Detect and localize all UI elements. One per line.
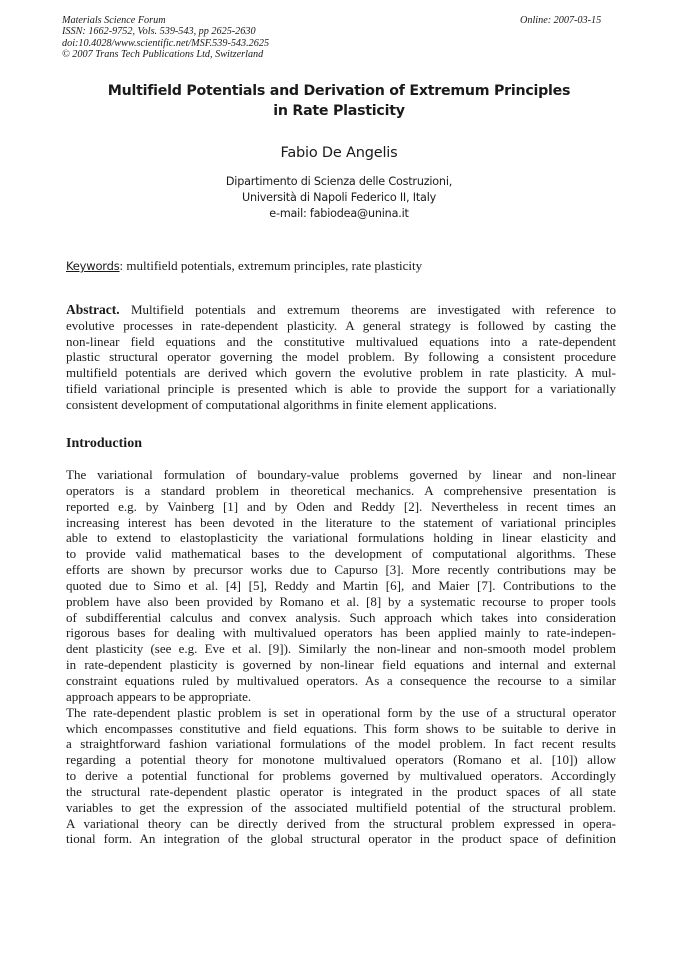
body-line: the structural rate-dependent plastic operator is integrated in the product spaces of all state	[66, 783, 616, 799]
section-heading: Introduction	[66, 436, 142, 451]
journal-issn: ISSN: 1662-9752, Vols. 539-543, pp 2625-2630	[62, 26, 256, 38]
body-line: regarding a potential theory for monotone multivalued operators (Romano et al. [10]) allow	[66, 752, 616, 768]
keywords: Keywords: multifield potentials, extremum principles, rate plasticity	[66, 258, 423, 273]
body-line: variables to get the expression of the associated multifield potential of the structural problem.	[66, 799, 616, 815]
title-line: Multifield Potentials and Derivation of Extremum Principles	[107, 83, 571, 99]
affiliation-line: Università di Napoli Federico II, Italy	[241, 191, 437, 205]
journal-header	[62, 15, 269, 60]
body-line: A variational theory can be directly derived from the structural problem expressed in opera-	[66, 815, 616, 831]
body-line: dent plasticity (see e.g. Eve et al. [9]). Similarly the non-linear and non-smooth model problem	[66, 641, 616, 657]
body-line: to derive a potential functional for problems governed by multivalued operators. Accordingly	[66, 768, 616, 784]
author-email: e-mail: fabiodea@unina.it	[269, 207, 409, 221]
body-line: efforts are shown by precursor works due to Capurso [3]. More recently contributions may be	[66, 562, 616, 578]
body-line: problem have also been provided by Romano et al. [8] by a systematic recourse to proper tools	[66, 593, 616, 609]
journal-copyright: © 2007 Trans Tech Publications Ltd, Switzerland	[62, 48, 264, 60]
body-line: able to extend to elastoplasticity the variational formulations holding in linear elasticity and	[66, 530, 616, 546]
paper-title	[62, 81, 616, 121]
body-text	[66, 467, 616, 847]
body-line: of subdifferential calculus and convex analysis. Such approach which takes into consideration	[66, 609, 616, 625]
abstract-line: evolutive processes in rate-dependent plasticity. A general strategy is followed by casting the	[66, 317, 616, 333]
body-line: in rate-dependent plasticity is governed by non-linear field equations and internal and external	[66, 657, 616, 673]
online-date: Online: 2007-03-15	[520, 15, 602, 26]
abstract-line: consistent development of computational algorithms in finite element applications.	[66, 396, 497, 412]
affiliation-line: Dipartimento di Scienza delle Costruzioni,	[225, 175, 453, 188]
author-affiliation	[62, 174, 616, 223]
body-line: increasing interest has been devoted in the literature to the statement of variational principles	[66, 514, 616, 530]
body-line: a straightforward fashion variational formulations of the model problem. In fact recent results	[66, 736, 616, 752]
abstract-line: non-linear field equations and the constitutive multivalued equations into a rate-dependent	[66, 333, 616, 349]
body-line: to provide valid mathematical bases to the development of computational algorithms. These	[66, 546, 616, 562]
author-name: Fabio De Angelis	[280, 145, 398, 161]
keywords-label: Keywords	[66, 259, 120, 273]
title-line: in Rate Plasticity	[273, 103, 405, 119]
body-line: rigorous bases for dealing with multivalued operators has been applied mainly to rate-indepen-	[66, 625, 616, 641]
abstract	[66, 302, 616, 413]
keywords-text: multifield potentials, extremum principles, rate plasticity	[126, 258, 423, 273]
abstract-line: multifield potentials are derived which govern the evolutive problem in rate plasticity. A mul-	[66, 365, 616, 381]
body-line: which encompasses constitutive and field equations. This form shows to be suitable to derive in	[66, 720, 616, 736]
journal-doi: doi:10.4028/www.scientific.net/MSF.539-543.2625	[62, 37, 270, 49]
abstract-line: plastic structural operator governing the model problem. By following a consistent procedure	[66, 349, 616, 365]
body-line: tional form. An integration of the global structural operator in the product space of definition	[66, 831, 616, 847]
abstract-label: Abstract.	[66, 302, 120, 317]
body-line: quoted due to Simo et al. [4] [5], Reddy and Martin [6], and Maier [7]. Contributions to the	[66, 577, 616, 593]
body-line: constraint equations ruled by multivalued operators. As a consequence the recourse to a similar	[66, 672, 616, 688]
body-line: operators is a standard problem in theoretical mechanics. A comprehensive presentation is	[66, 482, 616, 498]
abstract-line: tifield variational principle is presented which is able to provide the support for a variationally	[66, 380, 616, 396]
body-line: reported e.g. by Vainberg [1] and by Oden and Reddy [2]. Nevertheless in recent times an	[66, 498, 616, 514]
abstract-line: Abstract. Multifield potentials and extremum theorems are investigated with reference to	[66, 302, 616, 317]
body-line: The variational formulation of boundary-value problems governed by linear and non-linear	[66, 467, 616, 482]
body-line: The rate-dependent plastic problem is set in operational form by the use of a structural operator	[66, 704, 616, 720]
body-line: approach appears to be appropriate.	[66, 688, 252, 704]
journal-name: Materials Science Forum	[62, 15, 166, 26]
